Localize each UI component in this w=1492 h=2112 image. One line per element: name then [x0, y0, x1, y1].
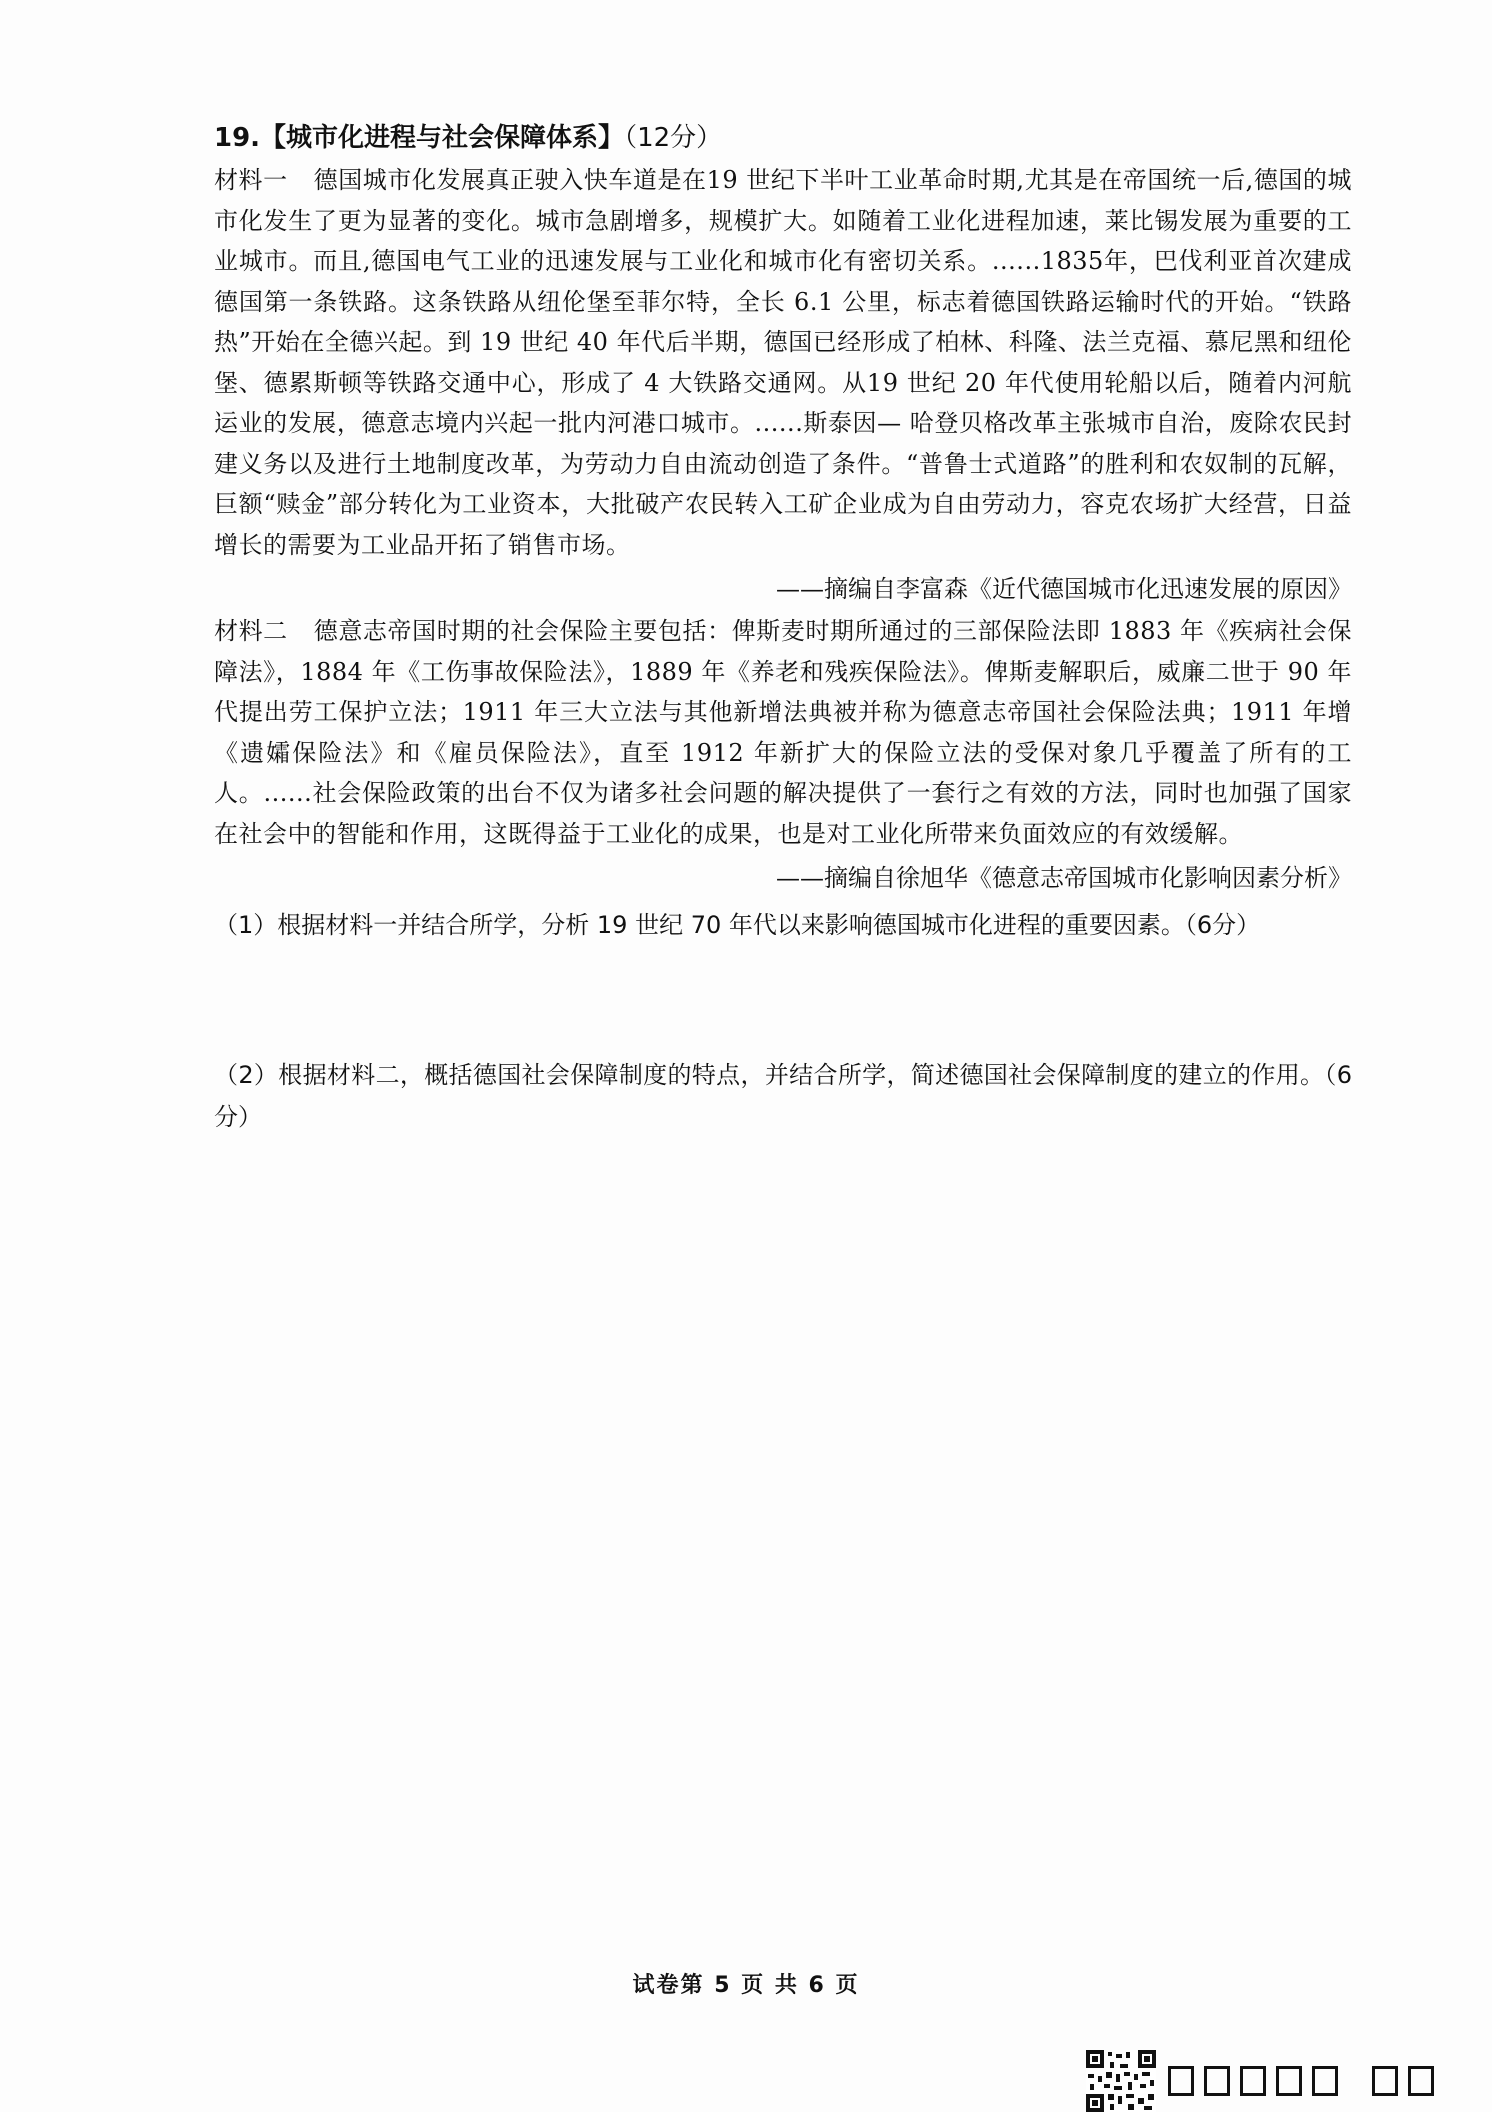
sub-question-1: （1）根据材料一并结合所学，分析 19 世纪 70 年代以来影响德国城市化进程的重要因素。（6分） [214, 911, 1261, 939]
material-one-label: 材料一 [214, 166, 288, 194]
qr-code-icon [1086, 2050, 1156, 2112]
question-title-text: 19.【城市化进程与社会保障体系】 [214, 123, 625, 153]
blank-box [1204, 2066, 1230, 2096]
material-one-source: ——摘编自李富森《近代德国城市化迅速发展的原因》 [776, 575, 1352, 603]
material-two-source: ——摘编自徐旭华《德意志帝国城市化影响因素分析》 [776, 864, 1352, 892]
blank-box [1276, 2066, 1302, 2096]
material-two-label: 材料二 [214, 617, 288, 645]
page-footer: 试卷第 5 页 共 6 页 [632, 1973, 860, 1998]
blank-box [1312, 2066, 1338, 2096]
blank-box [1240, 2066, 1266, 2096]
material-one-text: 德国城市化发展真正驶入快车道是在19 世纪下半叶工业革命时期,尤其是在帝国统一后,德国的城市化发生了更为显著的变化。城市急剧增多，规模扩大。如随着工业化进程加速，莱比锡发展为重要的工业城市。而且,德国电气工业的迅速发展与工业化和城市化有密切关系。......1835年，巴伐利亚首次建成德国第一条铁路。这条铁路从纽伦堡至菲尔特，全长 6.1 公里，标志着德国铁路运输时代的开始。“铁路热”开始在全德兴起。到 19 世纪 40 年代后半期，德国已经形成了柏林、科隆、法兰克福、慕尼黑和纽伦堡、德累斯顿等铁路交通中心，形成了 4 大铁路交通网。从19 世纪 20 年代使用轮船以后，随着内河航运业的发展，德意志境内兴起一批内河港口城市。......斯泰因— 哈登贝格改革主张城市自治，废除农民封建义务以及进行土地制度改革，为劳动力自由流动创造了条件。“普鲁士式道路”的胜利和农奴制的瓦解，巨额“赎金”部分转化为工业资本，大批破产农民转入工矿企业成为自由劳动力，容克农场扩大经营，日益增长的需要为工业品开拓了销售市场。 [214, 166, 1352, 559]
question-points: （12分） [624, 123, 723, 153]
blank-box [1168, 2066, 1194, 2096]
material-two [214, 611, 1352, 854]
material-one [214, 160, 1352, 565]
material-two-text: 德意志帝国时期的社会保险主要包括：俾斯麦时期所通过的三部保险法即 1883 年《疾病社会保障法》，1884 年《工伤事故保险法》，1889 年《养老和残疾保险法》。俾斯麦解职后，威廉二世于 90 年代提出劳工保护立法；1911 年三大立法与其他新增法典被并称为德意志帝国社会保险法典；1911 年增《遗孀保险法》和《雇员保险法》，直至 1912 年新扩大的保险立法的受保对象几乎覆盖了所有的工人。......社会保险政策的出台不仅为诸多社会问题的解决提供了一套行之有效的方法，同时也加强了国家在社会中的智能和作用，这既得益于工业化的成果，也是对工业化所带来负面效应的有效缓解。 [214, 617, 1352, 848]
question-title [214, 118, 1352, 158]
blank-box [1372, 2066, 1398, 2096]
question-block [214, 118, 1352, 1138]
blank-box [1408, 2066, 1434, 2096]
box-spacer [1348, 2066, 1362, 2096]
blank-boxes [1168, 2066, 1434, 2096]
sub-question-2: （2）根据材料二，概括德国社会保障制度的特点，并结合所学，简述德国社会保障制度的建立的作用。（6 分） [214, 1061, 1352, 1131]
